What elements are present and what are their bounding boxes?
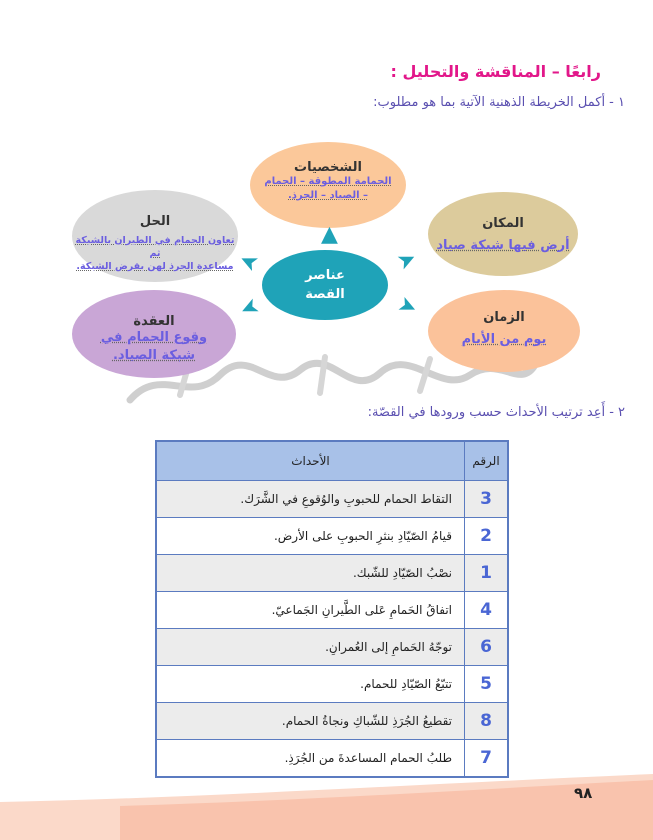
event-order-number: 6 — [465, 629, 509, 666]
table-row — [156, 555, 508, 592]
arrow-lower-left-icon: ➤ — [235, 292, 264, 323]
arrow-lower-right-icon: ➤ — [393, 291, 422, 322]
table-row — [156, 481, 508, 518]
place-answer: أرض فيها شبكة صياد — [436, 238, 570, 253]
complication-answer-line1: وقوع الحمام في — [100, 330, 208, 345]
event-text: تتبّعُ الصّيّادِ للحمام. — [156, 666, 465, 703]
time-answer: يوم من الأيام — [461, 332, 547, 347]
question-2: ٢ - أَعِد ترتيب الأحداث حسب ورودها في القصّة: — [367, 405, 625, 420]
table-row — [156, 592, 508, 629]
solution-answer-line1: تعاون الحمام في الطيران بالشبكة ثم — [75, 235, 235, 259]
solution-answer-line2: مساعدة الجرذ لهن بقرض الشبكة. — [76, 260, 234, 272]
event-order-number: 2 — [465, 518, 509, 555]
column-header-events: الأحداث — [156, 441, 465, 481]
place-bubble — [428, 192, 578, 276]
characters-bubble — [250, 142, 406, 228]
time-bubble — [428, 290, 580, 372]
arrow-upper-right-icon: ➤ — [393, 245, 421, 276]
table-row — [156, 666, 508, 703]
event-order-number: 1 — [465, 555, 509, 592]
table-row — [156, 703, 508, 740]
characters-title: الشخصيات — [294, 160, 362, 175]
story-elements-center — [262, 250, 388, 320]
solution-title: الحل — [139, 214, 171, 229]
event-order-number: 5 — [465, 666, 509, 703]
question-1: ١ - أكمل الخريطة الذهنية الآتية بما هو مطلوب: — [373, 95, 625, 110]
characters-answer-line2: – الصياد – الجرذ. — [288, 189, 368, 201]
characters-answer-line1: الحمامة المطوقة – الحمام — [264, 176, 392, 187]
column-header-number: الرقم — [465, 441, 509, 481]
center-line1: عناصر — [305, 267, 345, 283]
solution-bubble — [72, 190, 238, 282]
event-order-number: 4 — [465, 592, 509, 629]
event-text: التقاط الحمام للحبوبِ والوُقوعِ في الشَّرَك. — [156, 481, 465, 518]
event-order-number: 3 — [465, 481, 509, 518]
event-order-number: 7 — [465, 740, 509, 778]
event-text: قيامُ الصّيّادِ بنثرِ الحبوبِ على الأرض. — [156, 518, 465, 555]
arrow-up-icon: ▲ — [321, 222, 338, 247]
event-order-number: 8 — [465, 703, 509, 740]
time-title: الزمان — [483, 310, 525, 325]
table-row — [156, 629, 508, 666]
event-text: توجّهُ الحَمامِ إلى العُمرانِ. — [156, 629, 465, 666]
table-row — [156, 518, 508, 555]
page-number: ٩٨ — [574, 784, 593, 802]
event-text: تقطيعُ الجُرَذِ للشّباكِ ونجاةُ الحمام. — [156, 703, 465, 740]
complication-answer-line2: شبكة الصياد. — [112, 347, 195, 363]
place-title: المكان — [482, 216, 524, 231]
center-line2: القصة — [305, 287, 345, 302]
complication-bubble — [72, 290, 236, 378]
event-text: طلبُ الحمام المساعدةَ من الجُرَذِ. — [156, 740, 465, 778]
event-text: نصْبُ الصّيّادِ للشّبك. — [156, 555, 465, 592]
section-heading: رابعًا – المناقشة والتحليل : — [390, 62, 601, 81]
complication-title: العقدة — [133, 314, 175, 329]
events-table — [155, 440, 509, 778]
arrow-upper-left-icon: ➤ — [235, 246, 263, 277]
event-text: اتفاقُ الحَمامِ عَلى الطَّيرانِ الجَماعيّ. — [156, 592, 465, 629]
footer-decoration — [0, 772, 653, 840]
